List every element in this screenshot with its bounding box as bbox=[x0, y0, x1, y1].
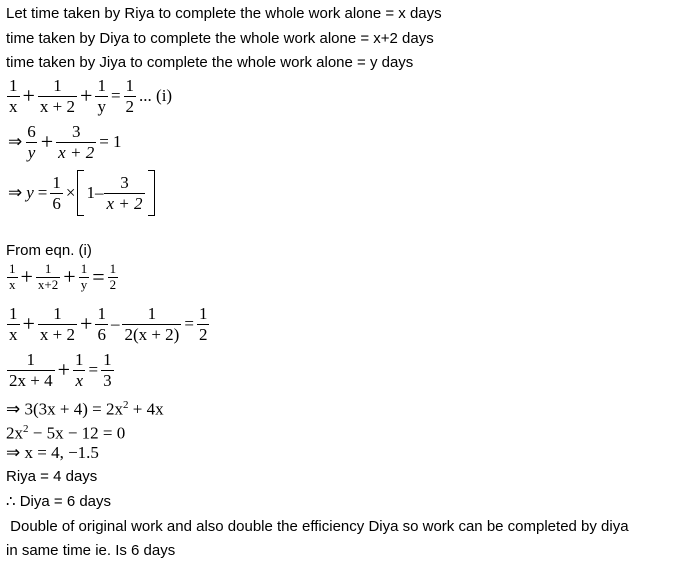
diya-result: ∴ Diya = 6 days bbox=[6, 493, 112, 510]
conclusion-line-2: in same time ie. Is 6 days bbox=[6, 542, 176, 559]
conclusion-line-1: Double of original work and also double the efficiency Diya so work can be completed by diya bbox=[6, 518, 629, 535]
intro-line-riya: Let time taken by Riya to complete the whole work alone = x days bbox=[6, 5, 442, 22]
equation-2: ⇒ $\frac{6}{y}$ + $\frac{3}{x + 2}$ = 1 bbox=[8, 122, 122, 162]
equation-3: ⇒ y = $\frac{1}{6}$ × 1– $\frac{3}{x + 2}$ bbox=[6, 170, 155, 216]
riya-result: Riya = 4 days bbox=[6, 468, 98, 485]
equation-6: $\frac{1}{2x + 4}$ + $\frac{1}{x}$ = $\frac{1}{3}$ bbox=[9, 350, 112, 390]
equation-8: $2x^2 - 5x - 12 = 0$ bbox=[6, 423, 126, 443]
equation-5: $\frac{1}{x}$ + $\frac{1}{x + 2}$ + $\frac{1}{6}$ – $\frac{1}{2(x + 2)}$ = $\frac{1}{2}$ bbox=[9, 304, 208, 344]
intro-line-jiya: time taken by Jiya to complete the whole work alone = y days bbox=[6, 54, 414, 71]
intro-line-diya: time taken by Diya to complete the whole work alone = x+2 days bbox=[6, 30, 434, 47]
equation-7: ⇒ $3(3x + 4) = 2x^2 + 4x$ bbox=[6, 399, 164, 419]
from-eqn-label: From eqn. (i) bbox=[6, 242, 92, 259]
equation-4: $\frac{1}{x}$ + $\frac{1}{x+2}$ + $\frac{1}{y}$ = $\frac{1}{2}$ bbox=[9, 261, 117, 292]
equation-1: $\frac{1}{x}$ + $\frac{1}{x + 2}$ + $\frac{1}{y}$ = $\frac{1}{2}$ ... (i) bbox=[9, 76, 173, 116]
equation-9: ⇒ x = 4, −1.5 bbox=[6, 443, 99, 462]
